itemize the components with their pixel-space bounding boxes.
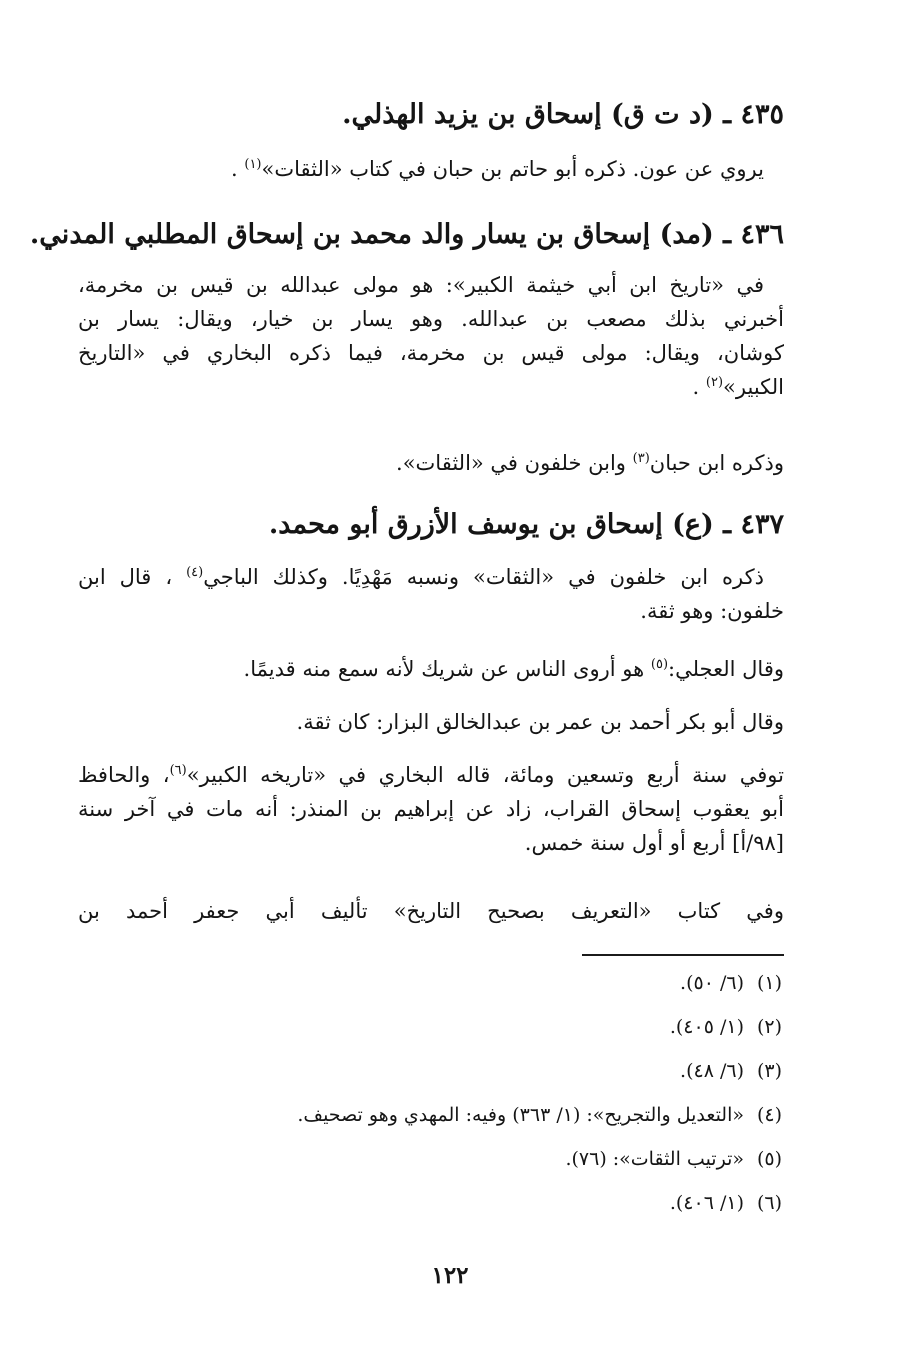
footnote-text: «التعديل والتجريح»: (١/ ٣٦٣) وفيه: المهدي وهو تصحيف. — [297, 1104, 744, 1126]
text-line: وقال العجلي:$^{(٥)}$ هو أروى الناس عن شريك لأنه سمع منه قديمًا. — [243, 657, 784, 681]
entry-437-paragraph-2 — [78, 652, 784, 686]
footnote-item — [162, 1056, 782, 1100]
entry-437-paragraph-5 — [78, 894, 784, 928]
footnote-item — [162, 968, 782, 1012]
footnote-number: (٥) — [756, 1148, 782, 1170]
footnote-number: (٤) — [756, 1104, 782, 1126]
footnote-ref-2[interactable]: (٢) — [705, 375, 724, 390]
footnote-item — [162, 1188, 782, 1232]
footnote-number: (٢) — [756, 1016, 782, 1038]
footnote-ref-5[interactable]: (٥) — [650, 657, 669, 672]
footnote-item — [162, 1012, 782, 1056]
footnote-text: «ترتيب الثقات»: (٧٦). — [565, 1148, 744, 1170]
footnote-text: (١/ ٤٠٥). — [669, 1016, 744, 1038]
text-line: ذكره ابن خلفون في «الثقات» ونسبه مَهْدِيًا. وكذلك الباجي$^{(٤)}$ ، قال ابن — [78, 565, 764, 589]
footnote-number: (٦) — [756, 1192, 782, 1214]
text-line: الكبير»$^{(٢)}$ . — [692, 375, 784, 399]
footnote-ref-4[interactable]: (٤) — [186, 565, 204, 580]
text-line: خلفون: وهو ثقة. — [640, 599, 784, 623]
text-line: أخبرني بذلك مصعب بن عبدالله. وهو يسار بن خيار، ويقال: يسار بن — [78, 307, 784, 331]
entry-436-paragraph-1 — [78, 268, 784, 404]
text-line: وقال أبو بكر أحمد بن عمر بن عبدالخالق البزار: كان ثقة. — [296, 710, 784, 734]
text-line: يروي عن عون. ذكره أبو حاتم بن حبان في كتاب «الثقات»$^{(١)}$ . — [231, 157, 764, 181]
footnote-item — [162, 1144, 782, 1188]
footnote-number: (٣) — [756, 1060, 782, 1082]
entry-437-paragraph-4 — [78, 758, 784, 860]
footnote-text: (٦/ ٤٨). — [680, 1060, 744, 1082]
footnote-text: (١/ ٤٠٦). — [669, 1192, 744, 1214]
entry-heading-436: ٤٣٦ ـ (مد) إسحاق بن يسار والد محمد بن إسحاق المطلبي المدني. — [29, 219, 784, 250]
footnote-divider — [582, 954, 784, 956]
text-line: في «تاريخ ابن أبي خيثمة الكبير»: هو مولى عبدالله بن قيس بن مخرمة، — [78, 273, 764, 297]
text-line: وذكره ابن حبان$^{(٣)}$ وابن خلفون في «الثقات». — [396, 451, 784, 475]
entry-437-paragraph-3 — [78, 705, 784, 739]
entry-435-paragraph — [78, 152, 784, 186]
footnote-ref-1[interactable]: (١) — [244, 157, 262, 172]
footnote-number: (١) — [756, 972, 782, 994]
footnotes — [162, 968, 782, 1232]
footnote-text: (٦/ ٥٠). — [680, 972, 744, 994]
text-line: أبو يعقوب إسحاق القراب، زاد عن إبراهيم بن المنذر: أنه مات في آخر سنة — [78, 797, 784, 821]
entry-436-paragraph-2 — [78, 446, 784, 480]
text-line: توفي سنة أربع وتسعين ومائة، قاله البخاري في «تاريخه الكبير»$^{(٦)}$، والحافظ — [78, 763, 784, 787]
entry-437-paragraph-1 — [78, 560, 784, 628]
page-number: ١٢٢ — [431, 1262, 469, 1289]
text-line: [٩٨/أ] أربع أو أول سنة خمس. — [524, 831, 784, 855]
entry-heading-435: ٤٣٥ ـ (د ت ق) إسحاق بن يزيد الهذلي. — [342, 99, 784, 130]
text-line: كوشان، ويقال: مولى قيس بن مخرمة، فيما ذكره البخاري في «التاريخ — [78, 341, 784, 365]
text-line: وفي كتاب «التعريف بصحيح التاريخ» تأليف أبي جعفر أحمد بن — [78, 899, 784, 923]
footnote-item — [162, 1100, 782, 1144]
footnote-ref-6[interactable]: (٦) — [169, 763, 187, 778]
entry-heading-437: ٤٣٧ ـ (ع) إسحاق بن يوسف الأزرق أبو محمد. — [268, 509, 784, 540]
footnote-ref-3[interactable]: (٣) — [632, 451, 650, 466]
